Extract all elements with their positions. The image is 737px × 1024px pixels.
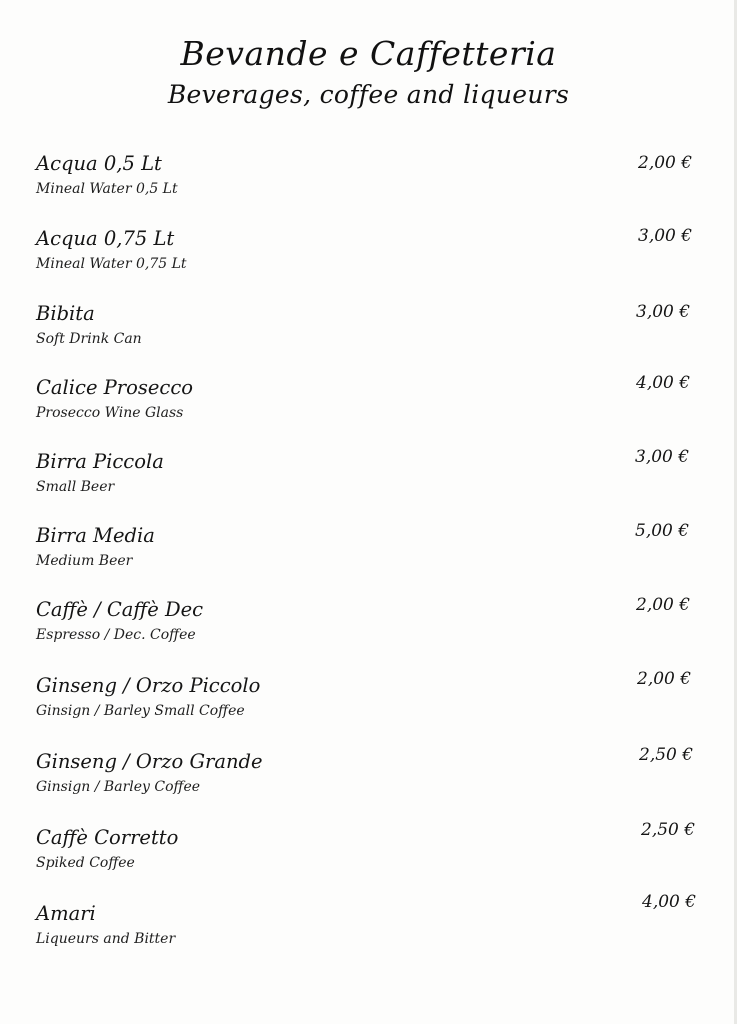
item-price: 2,00 € <box>637 669 692 689</box>
item-name: Ginseng / Orzo Grande <box>36 750 263 773</box>
item-description: Spiked Coffee <box>36 855 135 871</box>
item-name: Birra Media <box>36 524 155 547</box>
item-price: 3,00 € <box>635 447 690 467</box>
item-name: Calice Prosecco <box>36 376 193 399</box>
item-price: 4,00 € <box>642 892 697 912</box>
menu-item <box>36 227 716 287</box>
item-name: Caffè Corretto <box>36 826 179 849</box>
menu-item <box>36 745 716 810</box>
menu-item <box>36 595 716 658</box>
menu-item <box>36 447 716 510</box>
menu-item <box>36 820 716 886</box>
menu-item <box>36 669 716 734</box>
item-name: Acqua 0,5 Lt <box>36 152 162 175</box>
menu-item <box>36 521 716 584</box>
item-description: Liqueurs and Bitter <box>36 931 176 947</box>
item-price: 2,50 € <box>639 745 694 765</box>
item-name: Bibita <box>36 302 95 325</box>
item-description: Ginsign / Barley Coffee <box>36 779 201 795</box>
item-description: Mineal Water 0,5 Lt <box>36 181 178 197</box>
item-name: Acqua 0,75 Lt <box>36 227 175 250</box>
menu-item <box>36 892 716 962</box>
item-description: Small Beer <box>36 479 115 495</box>
item-name: Caffè / Caffè Dec <box>36 598 204 621</box>
menu-item <box>36 373 716 436</box>
item-name: Ginseng / Orzo Piccolo <box>36 674 261 697</box>
menu-item <box>36 152 716 212</box>
item-price: 2,50 € <box>641 820 696 840</box>
item-name: Birra Piccola <box>36 450 164 473</box>
item-price: 5,00 € <box>635 521 690 541</box>
page-title: Bevande e Caffetteria <box>180 34 557 73</box>
item-name: Amari <box>36 902 96 925</box>
item-description: Medium Beer <box>36 553 133 569</box>
item-price: 2,00 € <box>636 595 691 615</box>
item-price: 4,00 € <box>636 373 691 393</box>
page-subtitle: Beverages, coffee and liqueurs <box>167 80 570 109</box>
item-price: 2,00 € <box>638 153 693 173</box>
item-description: Soft Drink Can <box>36 331 142 347</box>
item-price: 3,00 € <box>636 302 691 322</box>
item-price: 3,00 € <box>638 226 693 246</box>
item-description: Espresso / Dec. Coffee <box>36 627 196 643</box>
item-description: Ginsign / Barley Small Coffee <box>36 703 245 719</box>
item-description: Mineal Water 0,75 Lt <box>36 256 187 272</box>
menu-item <box>36 302 716 362</box>
item-description: Prosecco Wine Glass <box>36 405 184 421</box>
